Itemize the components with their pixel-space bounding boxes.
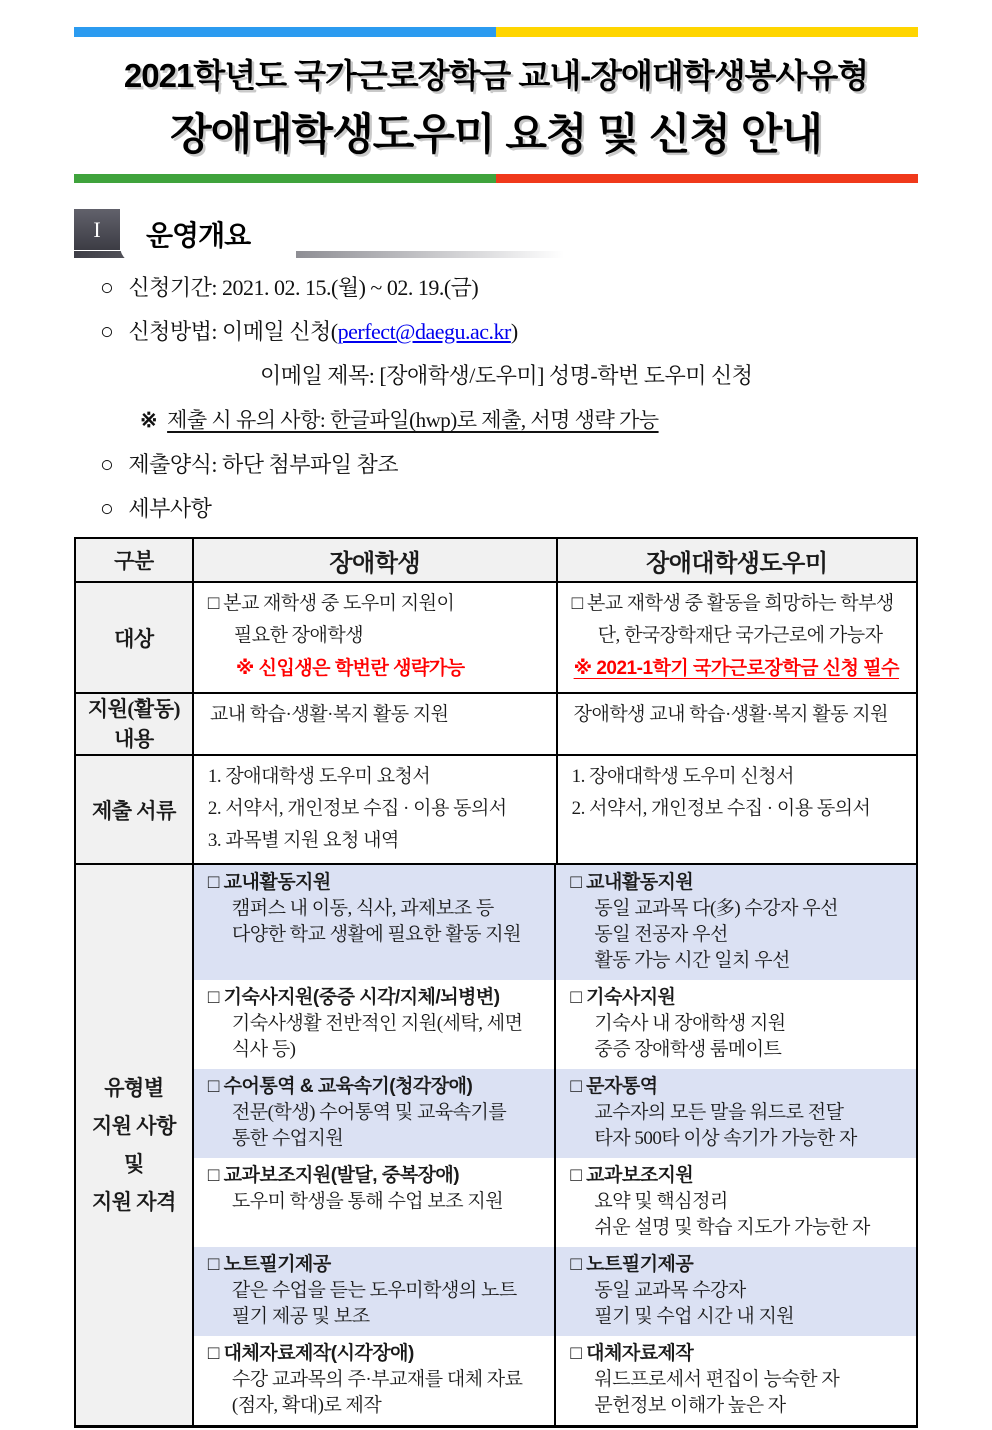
- text-line: 동일 전공자 우선: [594, 924, 728, 945]
- circle-bullet-icon: ○: [100, 319, 114, 344]
- text-line: 단, 한국장학재단 국가근로에 가능자: [597, 625, 883, 646]
- method-prefix: 신청방법: 이메일 신청(: [128, 319, 338, 344]
- subrow-title: □ 문자통역: [570, 1076, 658, 1097]
- support-right-cell: [557, 693, 917, 755]
- text-line: 필기 및 수업 시간 내 지원: [594, 1306, 795, 1327]
- text-line: 중증 장애학생 룸메이트: [594, 1039, 782, 1060]
- types-campus-right: [556, 865, 916, 980]
- table-header-row: [75, 538, 917, 582]
- header-disabled-student: 장애학생: [193, 538, 557, 582]
- subrow-title: □ 교내활동지원: [207, 872, 331, 893]
- subrow-title: □ 기숙사지원(중증 시각/지체/뇌병변): [207, 987, 500, 1008]
- documents-left-cell: [193, 755, 557, 864]
- row-label-support: [75, 693, 193, 755]
- overview-item-period-text: 신청기간: 2021. 02. 15.(월) ~ 02. 19.(금): [128, 275, 479, 300]
- target-left-cell: [193, 582, 557, 693]
- text-line: (점자, 확대)로 제작: [231, 1395, 382, 1416]
- text-line: 필요한 장애학생: [233, 625, 364, 646]
- overview-item-details: [74, 492, 918, 523]
- types-subrow-dormitory: [194, 980, 916, 1069]
- row-label-types-line3: 및: [124, 1152, 144, 1176]
- text-line: 식사 등): [231, 1039, 296, 1060]
- types-content-cell: [193, 864, 917, 1427]
- details-table: [74, 537, 918, 1428]
- section-numeral: I: [93, 216, 101, 242]
- text-line: 교수자의 모든 말을 워드로 전달: [594, 1102, 844, 1123]
- types-dormitory-right: [556, 980, 916, 1069]
- text-line: 워드프로세서 편집이 능숙한 자: [594, 1369, 840, 1390]
- text-line: 통한 수업지원: [231, 1128, 344, 1149]
- text-line: 필기 제공 및 보조: [231, 1306, 370, 1327]
- text-line: 전문(학생) 수어통역 및 교육속기를: [231, 1102, 507, 1123]
- document-title-line1: 2021학년도 국가근로장학금 교내-장애대학생봉사유형: [123, 57, 869, 94]
- table-row-target: [75, 582, 917, 693]
- submission-note: [74, 404, 918, 434]
- subrow-title: □ 대체자료제작(시각장애): [207, 1343, 414, 1364]
- document-page: [0, 27, 992, 1430]
- support-right-text: 장애학생 교내 학습·생활·복지 활동 지원: [573, 704, 888, 725]
- types-subrow-curriculum: [194, 1158, 916, 1247]
- types-subrow-notetaking: [194, 1247, 916, 1336]
- overview-list: [74, 271, 918, 523]
- text-line: 2. 서약서, 개인정보 수집 · 이용 동의서: [571, 798, 871, 819]
- types-notetaking-left: [194, 1247, 557, 1336]
- reference-mark-icon: ※: [140, 408, 158, 432]
- subrow-title: □ 교과보조지원(발달, 중복장애): [207, 1165, 460, 1186]
- top-bar-yellow-segment: [496, 27, 918, 37]
- subrow-title: □ 노트필기제공: [207, 1254, 331, 1275]
- circle-bullet-icon: ○: [100, 496, 114, 521]
- row-label-types-line2: 지원 사항: [91, 1114, 176, 1138]
- subrow-title: □ 교내활동지원: [570, 872, 694, 893]
- section-title: 운영개요: [146, 219, 251, 251]
- types-curriculum-left: [194, 1158, 557, 1247]
- types-materials-right: [556, 1336, 916, 1425]
- text-line: 활동 가능 시간 일치 우선: [594, 950, 790, 971]
- subrow-title: □ 대체자료제작: [570, 1343, 694, 1364]
- row-label-target: 대상: [75, 582, 193, 693]
- text-line: 동일 교과목 수강자: [594, 1280, 746, 1301]
- section-header: [74, 209, 918, 258]
- header-helper-student: 장애대학생도우미: [557, 538, 917, 582]
- subrow-title: □ 교과보조지원: [570, 1165, 694, 1186]
- subrow-title: □ 기숙사지원: [570, 987, 676, 1008]
- text-line: □ 본교 재학생 중 도우미 지원이: [207, 593, 455, 614]
- row-label-types: [75, 864, 193, 1427]
- text-line: 요약 및 핵심정리: [594, 1191, 728, 1212]
- header-category: 구분: [75, 538, 193, 582]
- top-bar-blue-segment: [74, 27, 496, 37]
- text-line: 문헌정보 이해가 높은 자: [594, 1395, 786, 1416]
- table-row-documents: [75, 755, 917, 864]
- types-dormitory-left: [194, 980, 557, 1069]
- document-title-line2: 장애대학생도우미 요청 및 신청 안내: [170, 111, 822, 159]
- table-row-types: [75, 864, 917, 1427]
- email-subject-line: 이메일 제목: [장애학생/도우미] 성명-학번 도우미 신청: [260, 363, 753, 388]
- support-left-cell: [193, 693, 557, 755]
- text-line: 도우미 학생을 통해 수업 보조 지원: [231, 1191, 504, 1212]
- types-campus-left: [194, 865, 557, 980]
- bar-red-segment: [496, 174, 918, 183]
- documents-right-cell: [557, 755, 917, 864]
- title-underline-color-bar: [74, 174, 918, 183]
- overview-item-form: [74, 448, 918, 479]
- text-line: □ 본교 재학생 중 활동을 희망하는 학부생: [571, 593, 894, 614]
- text-line: 수강 교과목의 주·부교재를 대체 자료: [231, 1369, 523, 1390]
- target-right-red-note: ※ 2021-1학기 국가근로장학금 신청 필수: [573, 658, 899, 679]
- table-row-support: [75, 693, 917, 755]
- types-interpretation-left: [194, 1069, 557, 1158]
- section-numeral-box: [74, 209, 120, 250]
- types-notetaking-right: [556, 1247, 916, 1336]
- types-subrow-interpretation: [194, 1069, 916, 1158]
- text-line: 다양한 학교 생활에 필요한 활동 지원: [231, 924, 521, 945]
- text-line: 동일 교과목 다(多) 수강자 우선: [594, 898, 838, 919]
- row-label-types-line4: 지원 자격: [91, 1190, 176, 1214]
- overview-item-details-text: 세부사항: [128, 496, 212, 521]
- overview-item-period: [74, 271, 918, 302]
- overview-item-method: [74, 315, 918, 346]
- support-left-text: 교내 학습·생활·복지 활동 지원: [209, 704, 449, 725]
- row-label-support-line2: 내용: [114, 727, 154, 751]
- types-interpretation-right: [556, 1069, 916, 1158]
- target-left-red-note: ※ 신입생은 학번란 생략가능: [235, 658, 465, 679]
- method-suffix: ): [510, 319, 518, 344]
- text-line: 캠퍼스 내 이동, 식사, 과제보조 등: [231, 898, 494, 919]
- subrow-title: □ 수어통역 & 교육속기(청각장애): [207, 1076, 473, 1097]
- row-label-support-line1: 지원(활동): [87, 697, 180, 721]
- subrow-title: □ 노트필기제공: [570, 1254, 694, 1275]
- overview-item-form-text: 제출양식: 하단 첨부파일 참조: [128, 452, 399, 477]
- text-line: 쉬운 설명 및 학습 지도가 가능한 자: [594, 1217, 870, 1238]
- row-label-documents: 제출 서류: [75, 755, 193, 864]
- row-label-types-line1: 유형별: [104, 1076, 164, 1100]
- target-right-cell: [557, 582, 917, 693]
- text-line: 3. 과목별 지원 요청 내역: [207, 830, 399, 851]
- section-title-tab: [120, 209, 296, 264]
- text-line: 같은 수업을 듣는 도우미학생의 노트: [231, 1280, 517, 1301]
- types-subrow-materials: [194, 1336, 916, 1425]
- text-line: 기숙사생활 전반적인 지원(세탁, 세면: [231, 1013, 523, 1034]
- types-subrow-campus: [194, 865, 916, 980]
- text-line: 기숙사 내 장애학생 지원: [594, 1013, 786, 1034]
- circle-bullet-icon: ○: [100, 275, 114, 300]
- text-line: 1. 장애대학생 도우미 신청서: [571, 766, 795, 787]
- circle-bullet-icon: ○: [100, 452, 114, 477]
- text-line: 1. 장애대학생 도우미 요청서: [207, 766, 431, 787]
- submission-note-text: 제출 시 유의 사항: 한글파일(hwp)로 제출, 서명 생략 가능: [167, 408, 659, 432]
- top-color-bar: [74, 27, 918, 37]
- overview-item-method-text: [128, 315, 517, 346]
- text-line: 타자 500타 이상 속기가 가능한 자: [594, 1128, 857, 1149]
- text-line: 2. 서약서, 개인정보 수집 · 이용 동의서: [207, 798, 507, 819]
- types-curriculum-right: [556, 1158, 916, 1247]
- types-materials-left: [194, 1336, 557, 1425]
- bar-green-segment: [74, 174, 496, 183]
- email-link[interactable]: perfect@daegu.ac.kr: [337, 319, 511, 344]
